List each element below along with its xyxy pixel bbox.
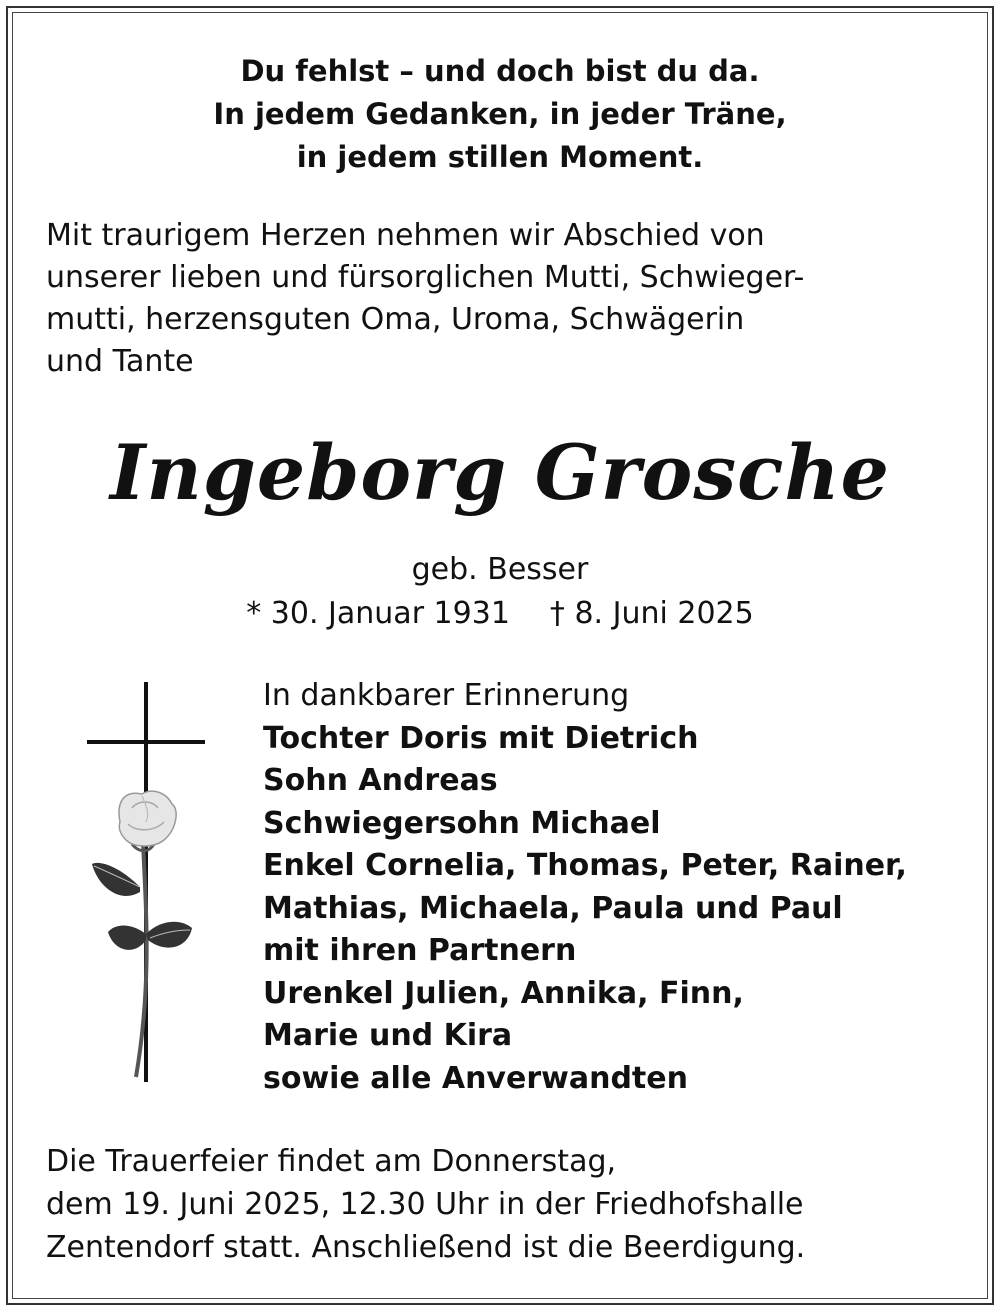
inner-border (12, 12, 988, 1299)
intro-line-1: Mit traurigem Herzen nehmen wir Abschied von (46, 218, 765, 253)
deceased-name: Ingeborg Grosche (109, 428, 891, 517)
intro-line-2: unserer lieben und fürsorglichen Mutti, Schwieger- (46, 260, 805, 295)
motto-line-2: In jedem Gedanken, in jeder Träne, (213, 97, 787, 131)
service-line-1: Die Trauerfeier findet am Donnerstag, (46, 1144, 617, 1179)
birth-date: * 30. Januar 1931 (246, 596, 510, 631)
intro-line-4: und Tante (46, 344, 194, 379)
mourners-heading: In dankbarer Erinnerung (263, 678, 630, 713)
mourner-line: Urenkel Julien, Annika, Finn, (263, 975, 744, 1011)
cross-with-rose-icon (80, 682, 210, 1084)
service-line-2: dem 19. Juni 2025, 12.30 Uhr in der Friedhofshalle (46, 1187, 804, 1222)
mourner-line: Mathias, Michaela, Paula und Paul (263, 890, 843, 926)
mourner-line: Sohn Andreas (263, 763, 498, 798)
mourner-line: sowie alle Anverwandten (263, 1060, 688, 1096)
mourner-line: Tochter Doris mit Dietrich (263, 720, 699, 756)
mourner-line: mit ihren Partnern (263, 933, 577, 968)
motto-line-3: in jedem stillen Moment. (296, 140, 704, 174)
mourner-line: Marie und Kira (263, 1018, 513, 1053)
death-date: † 8. Juni 2025 (549, 596, 754, 631)
motto (0, 50, 1000, 179)
maiden-name: geb. Besser (411, 552, 589, 587)
motto-line-1: Du fehlst – und doch bist du da. (240, 54, 760, 88)
intro-text (46, 215, 804, 383)
mourner-line: Enkel Cornelia, Thomas, Peter, Rainer, (263, 848, 907, 883)
mourner-line: Schwiegersohn Michael (263, 805, 661, 841)
intro-line-3: mutti, herzensguten Oma, Uroma, Schwägerin (46, 302, 745, 337)
life-dates (0, 592, 1000, 636)
mourners-list (263, 675, 907, 1100)
funeral-service-info (46, 1140, 805, 1269)
service-line-3: Zentendorf statt. Anschließend ist die Beerdigung. (46, 1230, 806, 1265)
